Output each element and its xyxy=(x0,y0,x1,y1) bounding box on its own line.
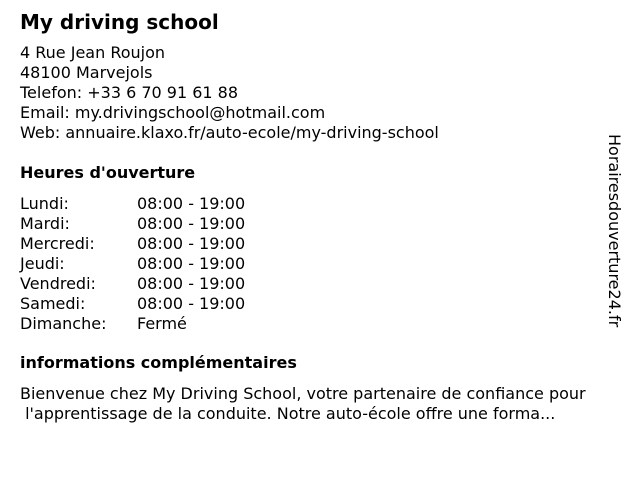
day-label: Vendredi: xyxy=(20,274,96,293)
day-label: Mercredi: xyxy=(20,234,95,253)
description-line: Bienvenue chez My Driving School, votre partenaire de confiance pour xyxy=(20,384,586,403)
website-url: Web: annuaire.klaxo.fr/auto-ecole/my-driving-school xyxy=(20,123,439,142)
day-hours: 08:00 - 19:00 xyxy=(137,274,246,293)
business-name: My driving school xyxy=(20,10,219,34)
hours-row-monday xyxy=(20,194,245,214)
opening-hours-heading: Heures d'ouverture xyxy=(20,163,196,182)
hours-row-sunday xyxy=(20,314,245,334)
description-line: l'apprentissage de la conduite. Notre auto-école offre une forma... xyxy=(20,404,556,423)
day-hours: 08:00 - 19:00 xyxy=(137,254,246,273)
day-hours: 08:00 - 19:00 xyxy=(137,234,246,253)
day-hours: Fermé xyxy=(137,314,187,333)
hours-row-thursday xyxy=(20,254,245,274)
opening-hours-table xyxy=(20,194,245,334)
hours-row-tuesday xyxy=(20,214,245,234)
contact-block xyxy=(20,43,439,143)
hours-row-wednesday xyxy=(20,234,245,254)
phone-number: Telefon: +33 6 70 91 61 88 xyxy=(20,83,239,102)
day-label: Samedi: xyxy=(20,294,86,313)
day-hours: 08:00 - 19:00 xyxy=(137,194,246,213)
city-postcode: 48100 Marvejols xyxy=(20,63,153,82)
day-hours: 08:00 - 19:00 xyxy=(137,294,246,313)
hours-row-saturday xyxy=(20,294,245,314)
street-address: 4 Rue Jean Roujon xyxy=(20,43,166,62)
watermark: Horairesdouverture24.fr xyxy=(605,134,624,328)
email-address: Email: my.drivingschool@hotmail.com xyxy=(20,103,326,122)
description-text xyxy=(20,384,635,424)
day-label: Lundi: xyxy=(20,194,69,213)
day-label: Dimanche: xyxy=(20,314,107,333)
day-label: Jeudi: xyxy=(20,254,65,273)
additional-info-heading: informations complémentaires xyxy=(20,353,297,372)
day-hours: 08:00 - 19:00 xyxy=(137,214,246,233)
hours-row-friday xyxy=(20,274,245,294)
day-label: Mardi: xyxy=(20,214,70,233)
